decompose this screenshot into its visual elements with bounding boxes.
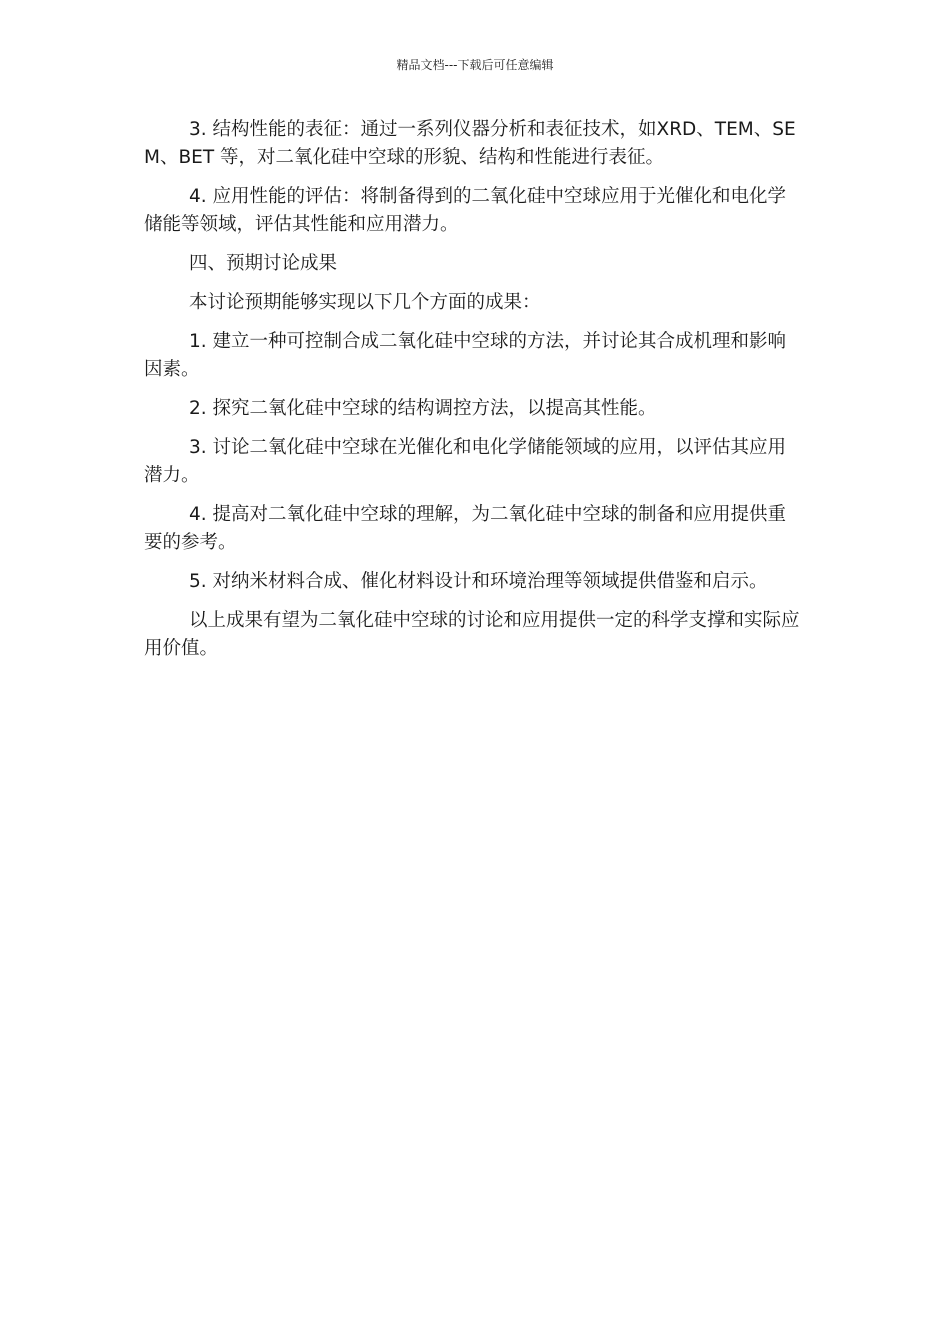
section-heading-expected-results: 四、预期讨论成果 bbox=[189, 253, 338, 274]
paragraph-results-intro: 本讨论预期能够实现以下几个方面的成果： bbox=[189, 292, 541, 313]
page-header: 精品文档---下载后可任意编辑 bbox=[396, 58, 554, 72]
document-body bbox=[144, 116, 800, 674]
list-item-result-3: 3. 讨论二氧化硅中空球在光催化和电化学储能领域的应用，以评估其应用潜力。 bbox=[144, 437, 787, 486]
list-item-result-2: 2. 探究二氧化硅中空球的结构调控方法，以提高其性能。 bbox=[189, 398, 657, 419]
list-item-result-1: 1. 建立一种可控制合成二氧化硅中空球的方法，并讨论其合成机理和影响因素。 bbox=[144, 331, 787, 380]
paragraph-structure-characterization: 3. 结构性能的表征：通过一系列仪器分析和表征技术，如XRD、TEM、SEM、BET 等，对二氧化硅中空球的形貌、结构和性能进行表征。 bbox=[144, 119, 796, 168]
paragraph-application-evaluation: 4. 应用性能的评估：将制备得到的二氧化硅中空球应用于光催化和电化学储能等领域，评估其性能和应用潜力。 bbox=[144, 186, 787, 235]
paragraph-conclusion: 以上成果有望为二氧化硅中空球的讨论和应用提供一定的科学支撑和实际应用价值。 bbox=[144, 610, 800, 659]
list-item-result-4: 4. 提高对二氧化硅中空球的理解，为二氧化硅中空球的制备和应用提供重要的参考。 bbox=[144, 504, 787, 553]
list-item-result-5: 5. 对纳米材料合成、催化材料设计和环境治理等领域提供借鉴和启示。 bbox=[189, 571, 768, 592]
